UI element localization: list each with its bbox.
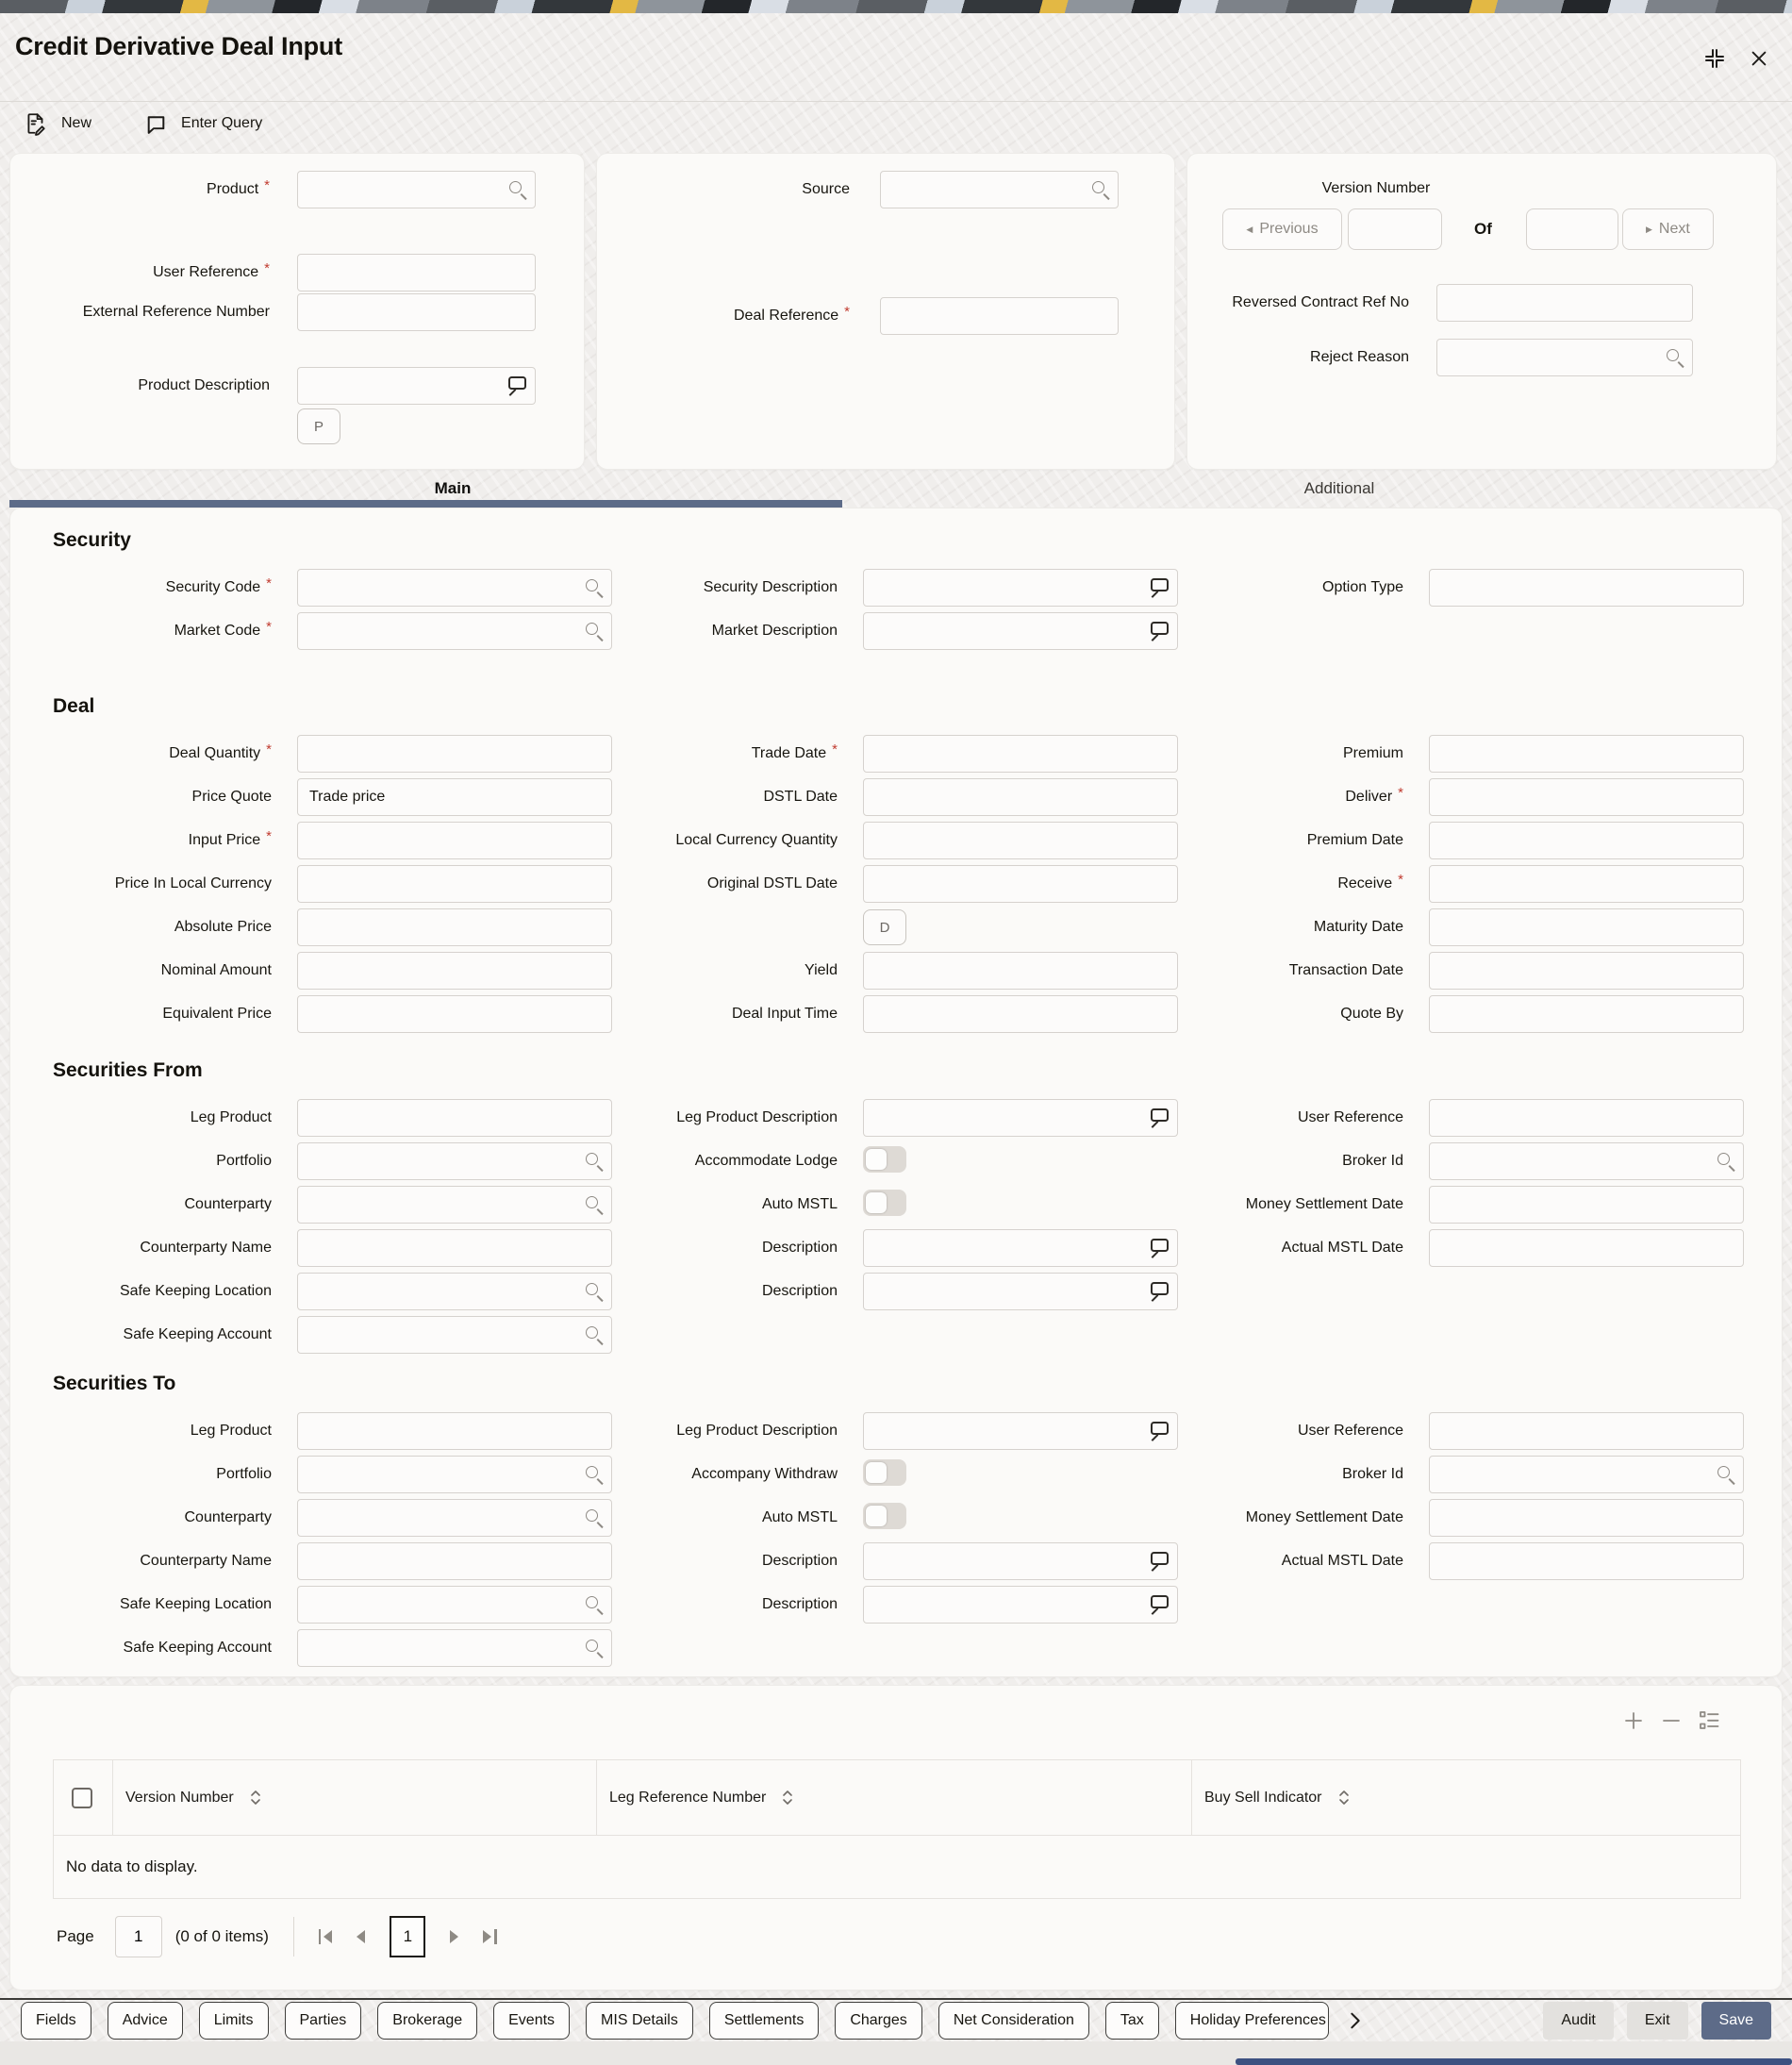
mis-details-button[interactable]: MIS Details <box>586 2002 693 2040</box>
required-asterisk: * <box>844 303 850 320</box>
st-money-settlement-date-input[interactable] <box>1429 1499 1744 1537</box>
current-page-button[interactable]: 1 <box>390 1916 425 1957</box>
input-price-label: Input Price * <box>188 827 272 848</box>
footer-strip <box>0 2041 1792 2065</box>
product-label: Product * <box>207 176 270 197</box>
sf-safe-keeping-location-label: Safe Keeping Location <box>119 1282 272 1299</box>
nominal-amount-label: Nominal Amount <box>160 961 272 978</box>
tab-main[interactable]: Main <box>434 479 472 497</box>
reject-reason-input[interactable] <box>1436 339 1693 376</box>
previous-version-button[interactable]: ◀ Previous <box>1222 208 1342 250</box>
sf-actual-mstl-date-input[interactable] <box>1429 1229 1744 1267</box>
empty-table-message: No data to display. <box>66 1857 198 1875</box>
market-code-label: Market Code * <box>174 618 272 639</box>
required-asterisk: * <box>266 741 272 758</box>
right-triangle-icon: ▶ <box>1645 224 1652 234</box>
pagination-divider <box>293 1917 294 1957</box>
of-label: Of <box>1474 220 1492 238</box>
previous-page-button[interactable] <box>357 1930 365 1943</box>
st-description-label: Description <box>761 1552 838 1569</box>
st-description-2-input[interactable] <box>863 1586 1178 1624</box>
st-leg-product-input[interactable] <box>297 1412 612 1450</box>
page-input[interactable] <box>115 1916 162 1957</box>
sf-leg-product-description-input[interactable] <box>863 1099 1178 1137</box>
deal-quantity-label: Deal Quantity * <box>169 741 272 761</box>
yield-input[interactable] <box>863 952 1178 990</box>
sort-icon[interactable] <box>781 1789 794 1807</box>
st-safe-keeping-location-label: Safe Keeping Location <box>119 1595 272 1612</box>
comment-icon[interactable] <box>1151 622 1169 640</box>
versions-grid-card <box>9 1685 1783 1990</box>
price-in-local-currency-label: Price In Local Currency <box>114 874 272 891</box>
d-button[interactable]: D <box>863 909 906 945</box>
column-header-version-number[interactable]: Version Number <box>125 1789 234 1806</box>
st-broker-id-input[interactable] <box>1429 1456 1744 1493</box>
comment-icon[interactable] <box>508 376 526 394</box>
external-reference-number-input[interactable] <box>297 293 536 331</box>
reject-reason-label: Reject Reason <box>1310 348 1409 365</box>
version-current-input[interactable] <box>1348 208 1442 250</box>
deliver-label: Deliver * <box>1345 784 1403 805</box>
st-money-settlement-date-label: Money Settlement Date <box>1245 1508 1403 1525</box>
st-user-reference-label: User Reference <box>1297 1422 1403 1439</box>
search-icon[interactable] <box>585 1152 604 1171</box>
sf-accommodate-lodge-label: Accommodate Lodge <box>694 1152 838 1169</box>
st-counterparty-name-input[interactable] <box>297 1542 612 1580</box>
option-type-input[interactable] <box>1429 569 1744 607</box>
comment-icon[interactable] <box>1151 1282 1169 1300</box>
events-button[interactable]: Events <box>493 2002 570 2040</box>
source-card <box>596 153 1175 470</box>
external-reference-number-label: External Reference Number <box>82 303 270 320</box>
main-tab-panel <box>9 508 1783 1677</box>
st-accompany-withdraw-toggle[interactable] <box>863 1459 906 1486</box>
required-asterisk: * <box>266 827 272 844</box>
search-icon[interactable] <box>1091 180 1110 199</box>
product-description-label: Product Description <box>138 376 270 393</box>
search-icon[interactable] <box>508 180 527 199</box>
comment-icon[interactable] <box>1151 1595 1169 1613</box>
search-icon[interactable] <box>1717 1465 1735 1484</box>
equivalent-price-label: Equivalent Price <box>162 1005 272 1022</box>
items-count: (0 of 0 items) <box>174 1927 269 1945</box>
price-quote-select[interactable] <box>297 778 612 816</box>
absolute-price-input[interactable] <box>297 908 612 946</box>
deal-reference-input[interactable] <box>880 297 1119 335</box>
horizontal-scrollbar-thumb[interactable] <box>1236 2058 1792 2065</box>
required-asterisk: * <box>266 618 272 635</box>
st-counterparty-label: Counterparty <box>184 1508 272 1525</box>
sf-portfolio-label: Portfolio <box>216 1152 272 1169</box>
st-portfolio-label: Portfolio <box>216 1465 272 1482</box>
security-code-input[interactable] <box>297 569 612 607</box>
page-label: Page <box>57 1927 94 1945</box>
new-button[interactable] <box>24 111 91 136</box>
active-tab-underline <box>9 500 842 508</box>
quote-by-label: Quote By <box>1340 1005 1403 1022</box>
search-icon[interactable] <box>1666 348 1684 367</box>
sf-description-label: Description <box>761 1239 838 1256</box>
versions-table <box>53 1759 1741 1899</box>
maturity-date-input[interactable] <box>1429 908 1744 946</box>
required-asterisk: * <box>266 575 272 591</box>
st-safe-keeping-account-label: Safe Keeping Account <box>123 1639 272 1656</box>
reversed-contract-ref-label: Reversed Contract Ref No <box>1232 293 1409 310</box>
audit-button[interactable]: Audit <box>1543 2002 1613 2040</box>
comment-icon[interactable] <box>1151 1552 1169 1570</box>
sf-description-2-input[interactable] <box>863 1273 1178 1310</box>
exit-button[interactable]: Exit <box>1627 2002 1688 2040</box>
sf-leg-product-label: Leg Product <box>190 1108 272 1125</box>
select-all-checkbox[interactable] <box>72 1788 92 1808</box>
sf-broker-id-input[interactable] <box>1429 1142 1744 1180</box>
trade-date-label: Trade Date * <box>751 741 838 761</box>
search-icon[interactable] <box>585 1195 604 1214</box>
original-dstl-date-input[interactable] <box>863 865 1178 903</box>
sf-leg-product-description-label: Leg Product Description <box>676 1108 838 1125</box>
sf-counterparty-name-label: Counterparty Name <box>140 1239 272 1256</box>
required-asterisk: * <box>1398 871 1403 888</box>
st-auto-mstl-label: Auto MSTL <box>761 1508 838 1525</box>
column-header-leg-reference-number[interactable]: Leg Reference Number <box>609 1789 767 1806</box>
sf-portfolio-input[interactable] <box>297 1142 612 1180</box>
comment-icon[interactable] <box>1151 1422 1169 1440</box>
new-document-icon <box>24 111 48 136</box>
collapse-window-icon[interactable] <box>1703 47 1726 70</box>
search-icon[interactable] <box>1717 1152 1735 1171</box>
st-leg-product-label: Leg Product <box>190 1422 272 1439</box>
receive-label: Receive * <box>1337 871 1403 891</box>
sf-safe-keeping-account-label: Safe Keeping Account <box>123 1325 272 1342</box>
st-counterparty-input[interactable] <box>297 1499 612 1537</box>
search-icon[interactable] <box>585 1595 604 1614</box>
product-input[interactable] <box>297 171 536 208</box>
trade-date-input[interactable] <box>863 735 1178 773</box>
maturity-date-label: Maturity Date <box>1313 918 1403 935</box>
close-icon[interactable] <box>1749 48 1769 69</box>
option-type-label: Option Type <box>1322 578 1403 595</box>
transaction-date-input[interactable] <box>1429 952 1744 990</box>
securities-to-section-heading: Securities To <box>53 1373 176 1394</box>
reversed-contract-ref-input[interactable] <box>1436 284 1693 322</box>
advice-button[interactable]: Advice <box>108 2002 183 2040</box>
last-page-button[interactable] <box>483 1929 497 1944</box>
source-input[interactable] <box>880 171 1119 208</box>
tax-button[interactable]: Tax <box>1105 2002 1159 2040</box>
nominal-amount-input[interactable] <box>297 952 612 990</box>
local-currency-quantity-label: Local Currency Quantity <box>675 831 838 848</box>
st-safe-keeping-location-input[interactable] <box>297 1586 612 1624</box>
sf-user-reference-input[interactable] <box>1429 1099 1744 1137</box>
sf-money-settlement-date-label: Money Settlement Date <box>1245 1195 1403 1212</box>
security-section-heading: Security <box>53 529 131 551</box>
sf-counterparty-label: Counterparty <box>184 1195 272 1212</box>
security-description-input[interactable] <box>863 569 1178 607</box>
sf-leg-product-input[interactable] <box>297 1099 612 1137</box>
search-icon[interactable] <box>585 622 604 641</box>
sf-auto-mstl-label: Auto MSTL <box>761 1195 838 1212</box>
sf-safe-keeping-account-input[interactable] <box>297 1316 612 1354</box>
st-auto-mstl-toggle[interactable] <box>863 1503 906 1529</box>
brokerage-button[interactable]: Brokerage <box>377 2002 477 2040</box>
search-icon[interactable] <box>585 1282 604 1301</box>
remove-row-icon[interactable] <box>1661 1710 1682 1731</box>
column-header-buy-sell-indicator[interactable]: Buy Sell Indicator <box>1204 1789 1322 1806</box>
settlements-button[interactable]: Settlements <box>709 2002 819 2040</box>
fields-button[interactable]: Fields <box>21 2002 91 2040</box>
premium-label: Premium <box>1342 744 1403 761</box>
st-actual-mstl-date-input[interactable] <box>1429 1542 1744 1580</box>
sf-description-label: Description <box>761 1282 838 1299</box>
first-page-button[interactable] <box>319 1929 333 1944</box>
sf-description-1-input[interactable] <box>863 1229 1178 1267</box>
new-label: New <box>61 115 92 131</box>
user-reference-label: User Reference * <box>153 259 270 280</box>
search-icon[interactable] <box>585 1508 604 1527</box>
st-leg-product-description-input[interactable] <box>863 1412 1178 1450</box>
query-bubble-icon <box>144 112 168 136</box>
local-currency-quantity-input[interactable] <box>863 822 1178 859</box>
product-card <box>9 153 585 470</box>
tab-strip <box>9 470 1783 508</box>
dstl-date-input[interactable] <box>863 778 1178 816</box>
securities-from-section-heading: Securities From <box>53 1059 203 1081</box>
price-quote-label: Price Quote <box>191 788 272 805</box>
charges-button[interactable]: Charges <box>835 2002 921 2040</box>
search-icon[interactable] <box>585 1325 604 1344</box>
st-actual-mstl-date-label: Actual MSTL Date <box>1281 1552 1403 1569</box>
search-icon[interactable] <box>585 1465 604 1484</box>
sf-actual-mstl-date-label: Actual MSTL Date <box>1281 1239 1403 1256</box>
deal-reference-label: Deal Reference * <box>733 303 850 324</box>
sf-counterparty-input[interactable] <box>297 1186 612 1224</box>
net-consideration-button[interactable]: Net Consideration <box>938 2002 1089 2040</box>
parties-button[interactable]: Parties <box>285 2002 362 2040</box>
decorative-top-band <box>0 0 1792 13</box>
actions-bar <box>0 2000 1792 2041</box>
security-description-label: Security Description <box>703 578 838 595</box>
holiday-preferences-button[interactable]: Holiday Preferences <box>1175 2002 1329 2040</box>
comment-icon[interactable] <box>1151 578 1169 596</box>
dstl-date-label: DSTL Date <box>763 788 838 805</box>
equivalent-price-input[interactable] <box>297 995 612 1033</box>
st-portfolio-input[interactable] <box>297 1456 612 1493</box>
comment-icon[interactable] <box>1151 1239 1169 1257</box>
st-accompany-withdraw-label: Accompany Withdraw <box>691 1465 838 1482</box>
input-price-input[interactable] <box>297 822 612 859</box>
user-reference-input[interactable] <box>297 254 536 291</box>
security-code-label: Security Code * <box>165 575 272 595</box>
sort-icon[interactable] <box>249 1789 262 1807</box>
receive-input[interactable] <box>1429 865 1744 903</box>
deal-quantity-input[interactable] <box>297 735 612 773</box>
scroll-right-icon[interactable] <box>1345 2010 1366 2031</box>
version-card <box>1186 153 1777 470</box>
pagination <box>57 1914 1749 1959</box>
sf-safe-keeping-location-input[interactable] <box>297 1273 612 1310</box>
next-version-button[interactable]: ▶ Next <box>1622 208 1714 250</box>
original-dstl-date-label: Original DSTL Date <box>706 874 838 891</box>
st-description-label: Description <box>761 1595 838 1612</box>
required-asterisk: * <box>832 741 838 758</box>
required-asterisk: * <box>264 259 270 276</box>
market-description-input[interactable] <box>863 612 1178 650</box>
price-in-local-currency-input[interactable] <box>297 865 612 903</box>
st-broker-id-label: Broker Id <box>1342 1465 1403 1482</box>
deal-section-heading: Deal <box>53 695 95 717</box>
absolute-price-label: Absolute Price <box>174 918 272 935</box>
enter-query-label: Enter Query <box>181 115 263 131</box>
sf-counterparty-name-input[interactable] <box>297 1229 612 1267</box>
st-counterparty-name-label: Counterparty Name <box>140 1552 272 1569</box>
page-title: Credit Derivative Deal Input <box>15 32 342 60</box>
enter-query-button[interactable] <box>144 112 262 136</box>
next-page-button[interactable] <box>450 1930 458 1943</box>
tab-additional[interactable]: Additional <box>1303 479 1375 497</box>
st-description-1-input[interactable] <box>863 1542 1178 1580</box>
version-number-label: Version Number <box>1321 180 1431 196</box>
product-description-input[interactable] <box>297 367 536 405</box>
sf-user-reference-label: User Reference <box>1297 1108 1403 1125</box>
premium-input[interactable] <box>1429 735 1744 773</box>
source-label: Source <box>802 180 850 197</box>
p-button[interactable]: P <box>297 408 340 444</box>
market-description-label: Market Description <box>711 622 838 639</box>
premium-date-label: Premium Date <box>1306 831 1403 848</box>
add-row-icon[interactable] <box>1623 1710 1644 1731</box>
sf-accommodate-lodge-toggle[interactable] <box>863 1146 906 1173</box>
detail-list-icon[interactable] <box>1699 1710 1720 1731</box>
search-icon[interactable] <box>585 578 604 597</box>
quote-by-input[interactable] <box>1429 995 1744 1033</box>
st-user-reference-input[interactable] <box>1429 1412 1744 1450</box>
st-leg-product-description-label: Leg Product Description <box>676 1422 838 1439</box>
save-button[interactable]: Save <box>1701 2002 1771 2040</box>
left-triangle-icon: ◀ <box>1246 224 1253 234</box>
titlebar <box>0 13 1792 102</box>
transaction-date-label: Transaction Date <box>1288 961 1403 978</box>
sf-auto-mstl-toggle[interactable] <box>863 1190 906 1216</box>
yield-label: Yield <box>805 961 838 978</box>
deliver-input[interactable] <box>1429 778 1744 816</box>
comment-icon[interactable] <box>1151 1108 1169 1126</box>
market-code-input[interactable] <box>297 612 612 650</box>
st-safe-keeping-account-input[interactable] <box>297 1629 612 1667</box>
sort-icon[interactable] <box>1337 1789 1351 1807</box>
version-total-input[interactable] <box>1526 208 1618 250</box>
toolbar <box>0 102 1792 145</box>
premium-date-input[interactable] <box>1429 822 1744 859</box>
deal-input-time-label: Deal Input Time <box>731 1005 838 1022</box>
required-asterisk: * <box>264 176 270 193</box>
sf-broker-id-label: Broker Id <box>1342 1152 1403 1169</box>
search-icon[interactable] <box>585 1639 604 1657</box>
limits-button[interactable]: Limits <box>199 2002 269 2040</box>
sf-money-settlement-date-input[interactable] <box>1429 1186 1744 1224</box>
required-asterisk: * <box>1398 784 1403 801</box>
deal-input-time-input[interactable] <box>863 995 1178 1033</box>
